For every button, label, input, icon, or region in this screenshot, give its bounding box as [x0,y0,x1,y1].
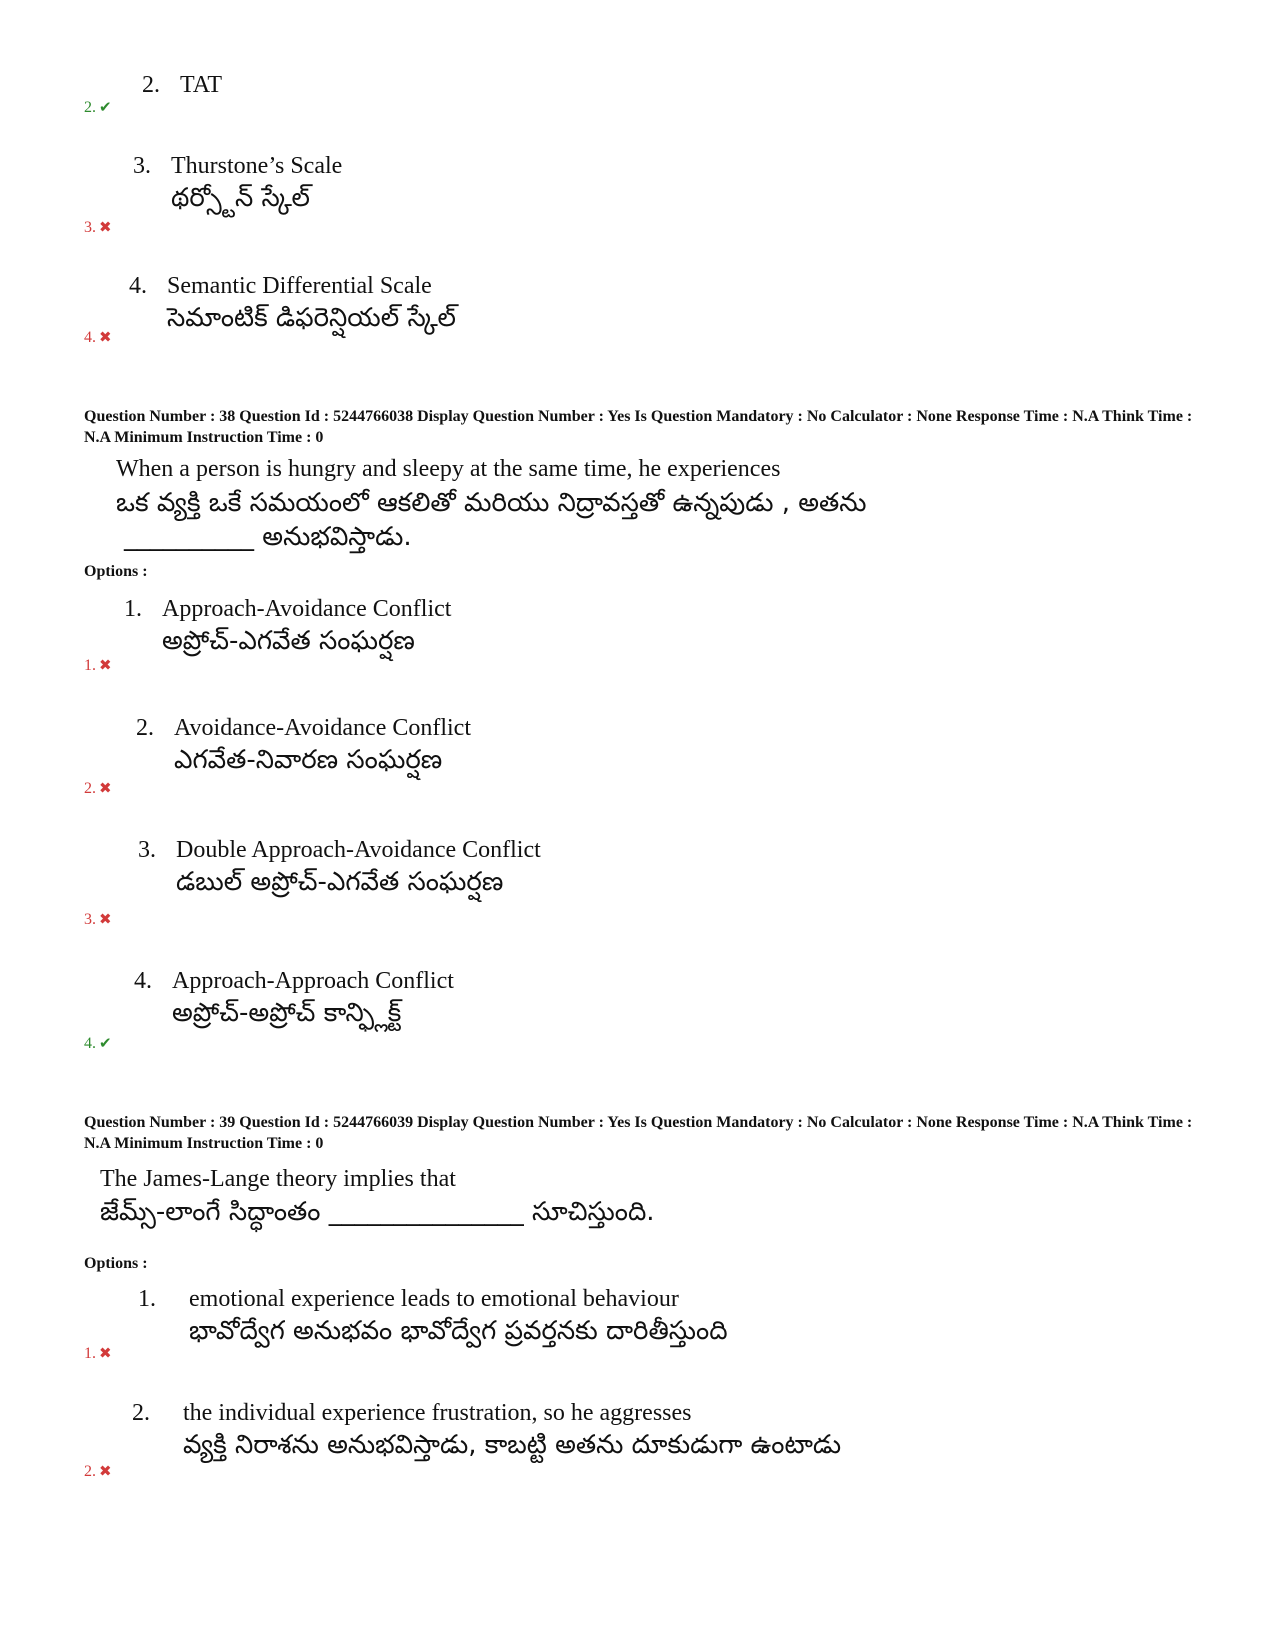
answer-mark: 1. ✖ [84,1344,112,1362]
cross-mark-icon: ✖ [99,656,112,674]
option-text-te: అప్రోచ్-ఎగవేత సంఘర్షణ [162,626,415,656]
answer-mark: 3. ✖ [84,218,112,236]
cross-mark-icon: ✖ [99,779,112,797]
cross-mark-icon: ✖ [99,328,112,346]
option-text-te: వ్యక్తి నిరాశను అనుభవిస్తాడు, కాబట్టి అతను దూకుడుగా ఉంటాడు [183,1430,842,1460]
cross-mark-icon: ✖ [99,218,112,236]
cross-mark-icon: ✖ [99,1344,112,1362]
answer-mark: 4. ✔ [84,1034,112,1052]
check-mark-icon: ✔ [99,1034,112,1052]
option-number: 1. [138,1286,156,1312]
option-number: 2. [136,715,154,741]
question-stem-te-line2: __________ అనుభవిస్తాడు. [124,522,412,552]
option-text-en: Double Approach-Avoidance Conflict [176,837,541,863]
question-stem-te: ఒక వ్యక్తి ఒకే సమయంలో ఆకలితో మరియు నిద్రావస్తతో ఉన్నపుడు , అతను [116,488,867,518]
options-label: Options : [84,563,148,580]
option-text-en: Thurstone’s Scale [171,153,343,179]
question-stem-en: The James-Lange theory implies that [100,1166,456,1192]
option-number: 4. [129,273,147,299]
option-text-te: సెమాంటిక్ డిఫరెన్షియల్ స్కేల్ [167,303,456,333]
option-number: 4. [134,968,152,994]
check-mark-icon: ✔ [99,98,112,116]
option-text-te: అప్రోచ్-అప్రోచ్ కాన్ఫ్లిక్ట్ [172,998,402,1028]
option-text-en: the individual experience frustration, so he aggresses [183,1400,692,1426]
option-text-en: Approach-Avoidance Conflict [162,596,452,622]
question-meta: Question Number : 38 Question Id : 5244766038 Display Question Number : Yes Is Question Mandatory : No Calculator : None Response Time : N.A Think Time : N.A Minimum Instruction Time : 0 [84,408,1193,446]
option-text-en: Approach-Approach Conflict [172,968,454,994]
option-text-te: భావోద్వేగ అనుభవం భావోద్వేగ ప్రవర్తనకు దారితీస్తుంది [189,1316,728,1346]
option-text-te: డబుల్ అప్రోచ్-ఎగవేత సంఘర్షణ [176,867,504,897]
question-stem-en: When a person is hungry and sleepy at the same time, he experiences [116,456,781,482]
options-label: Options : [84,1255,148,1272]
option-text-en: Avoidance-Avoidance Conflict [174,715,471,741]
answer-mark: 2. ✖ [84,779,112,797]
answer-mark: 2. ✔ [84,98,112,116]
option-text-te: ఎగవేత-నివారణ సంఘర్షణ [174,745,443,775]
option-text-en: TAT [180,72,223,98]
option-number: 3. [138,837,156,863]
answer-mark: 3. ✖ [84,910,112,928]
option-number: 2. [142,72,160,98]
option-number: 1. [124,596,142,622]
option-number: 2. [132,1400,150,1426]
option-text-en: emotional experience leads to emotional behaviour [189,1286,679,1312]
option-text-en: Semantic Differential Scale [167,273,432,299]
question-stem-te: జేమ్స్-లాంగే సిద్ధాంతం _______________ సూచిస్తుంది. [100,1197,655,1227]
answer-mark: 2. ✖ [84,1462,112,1480]
question-meta: Question Number : 39 Question Id : 5244766039 Display Question Number : Yes Is Question Mandatory : No Calculator : None Response Time : N.A Think Time : N.A Minimum Instruction Time : 0 [84,1114,1193,1152]
option-text-te: థర్స్టోన్ స్కేల్ [171,183,310,213]
answer-mark: 1. ✖ [84,656,112,674]
cross-mark-icon: ✖ [99,1462,112,1480]
cross-mark-icon: ✖ [99,910,112,928]
answer-mark: 4. ✖ [84,328,112,346]
option-number: 3. [133,153,151,179]
